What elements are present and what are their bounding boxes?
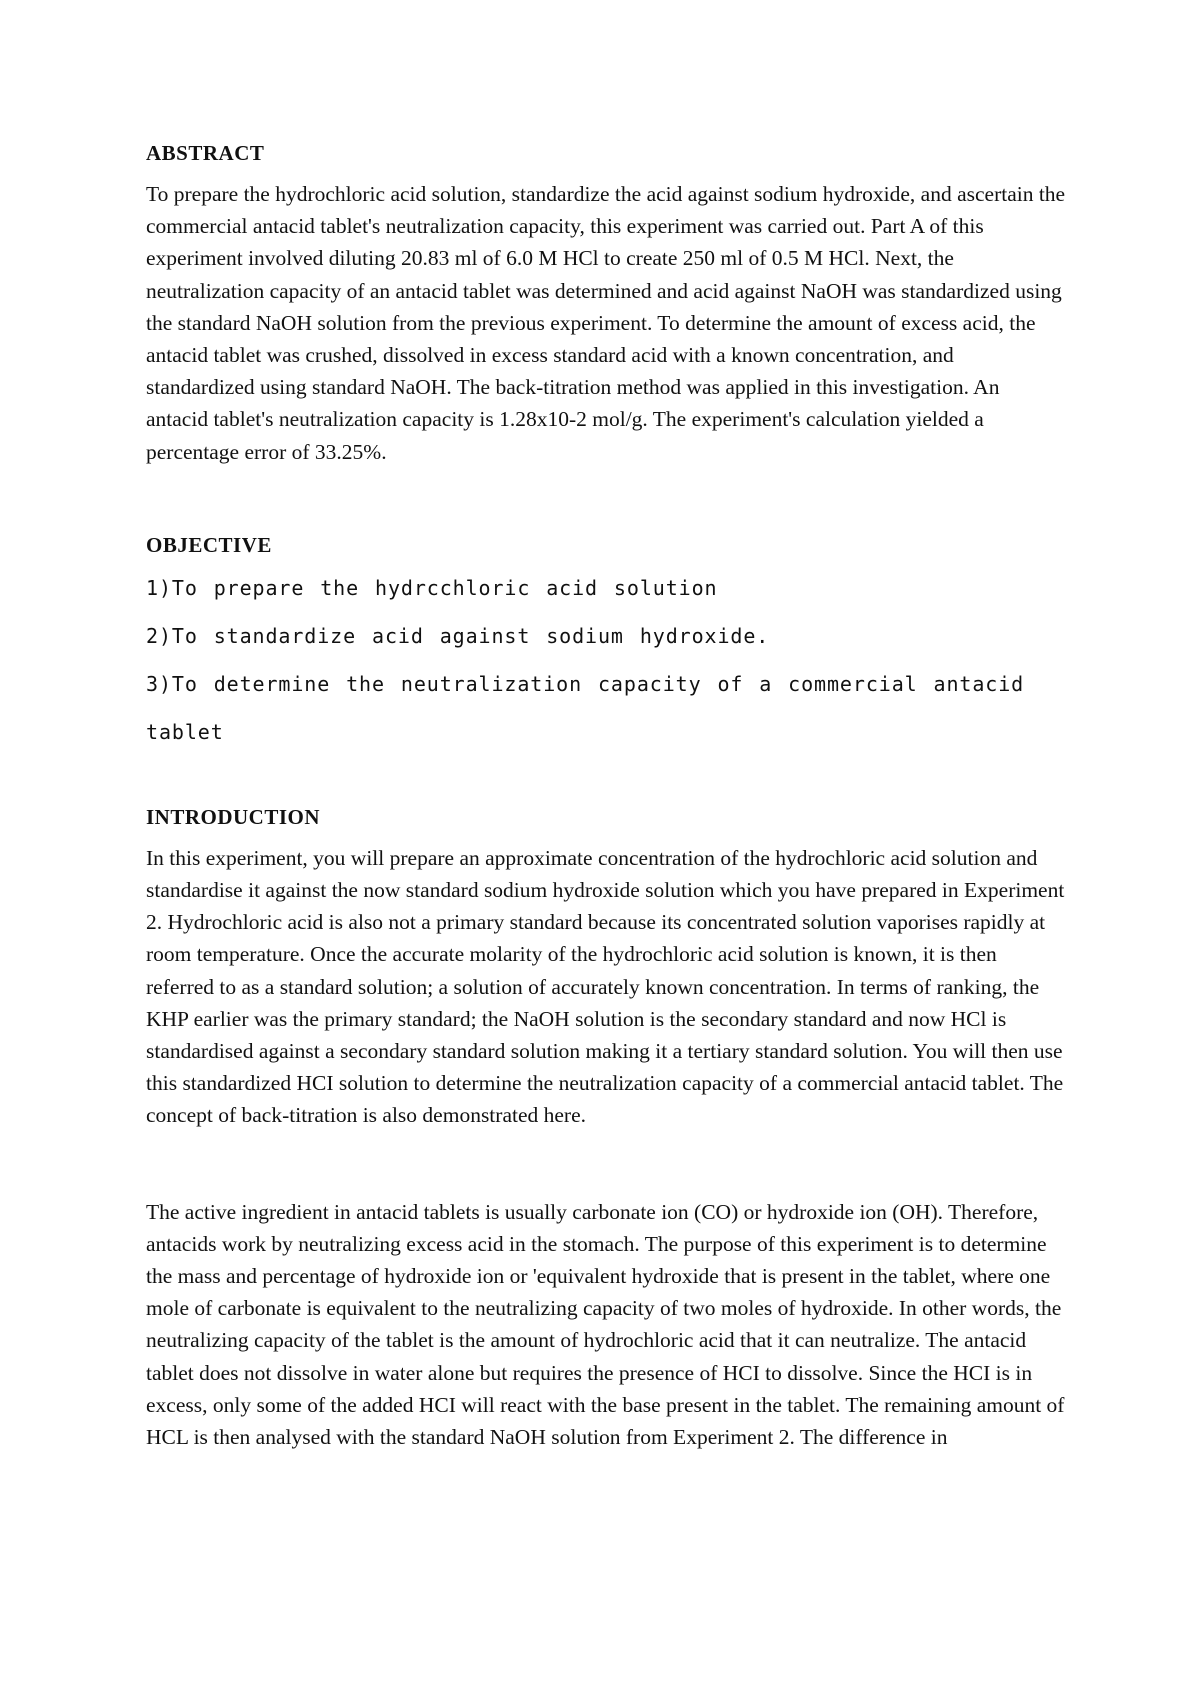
- introduction-paragraph-1: In this experiment, you will prepare an approximate concentration of the hydrochloric acid solution and standardise it against the now standard sodium hydroxide solution which you have prepared in Experiment 2. Hydrochloric acid is also not a primary standard because its concentrated solution vaporises rapidly at room temperature. Once the accurate molarity of the hydrochloric acid solution is known, it is then referred to as a standard solution; a solution of accurately known concentration. In terms of ranking, the KHP earlier was the primary standard; the NaOH solution is the secondary standard and now HCl is standardised against a secondary standard solution making it a tertiary standard solution. You will then use this standardized HCI solution to determine the neutralization capacity of a commercial antacid tablet. The concept of back-titration is also demonstrated here.: [146, 845, 1065, 1128]
- abstract-paragraph: To prepare the hydrochloric acid solution, standardize the acid against sodium hydroxide, and ascertain the commercial antacid tablet's neutralization capacity, this experiment was carried out. Part A of this experiment involved diluting 20.83 ml of 6.0 M HCl to create 250 ml of 0.5 M HCl. Next, the neutralization capacity of an antacid tablet was determined and acid against NaOH was standardized using the standard NaOH solution from the previous experiment. To determine the amount of excess acid, the antacid tablet was crushed, dissolved in excess standard acid with a known concentration, and standardized using standard NaOH. The back-titration method was applied in this investigation. An antacid tablet's neutralization capacity is 1.28x10-2 mol/g. The experiment's calculation yielded a percentage error of 33.25%.: [146, 182, 1066, 464]
- objective-item-1: 1)To prepare the hydrcchloric acid solution: [146, 575, 718, 600]
- objective-item-3: 3)To determine the neutralization capacity of a commercial antacid tablet: [146, 671, 1025, 744]
- introduction-paragraph-2: The active ingredient in antacid tablets is usually carbonate ion (CO) or hydroxide ion (OH). Therefore, antacids work by neutralizing excess acid in the stomach. The purpose of this experiment is to determine the mass and percentage of hydroxide ion or 'equivalent hydroxide that is present in the tablet, where one mole of carbonate is equivalent to the neutralizing capacity of two moles of hydroxide. In other words, the neutralizing capacity of the tablet is the amount of hydrochloric acid that it can neutralize. The antacid tablet does not dissolve in water alone but requires the presence of HCI to dissolve. Since the HCI is in excess, only some of the added HCI will react with the base present in the tablet. The remaining amount of HCL is then analysed with the standard NaOH solution from Experiment 2. The difference in: [146, 1199, 1065, 1450]
- objective-heading: OBJECTIVE: [146, 532, 272, 557]
- objective-list: [146, 564, 1066, 756]
- introduction-heading: INTRODUCTION: [146, 804, 321, 829]
- document-page: [146, 138, 1066, 1453]
- abstract-heading: ABSTRACT: [146, 141, 265, 165]
- objective-item-2: 2)To standardize acid against sodium hydroxide.: [146, 623, 770, 648]
